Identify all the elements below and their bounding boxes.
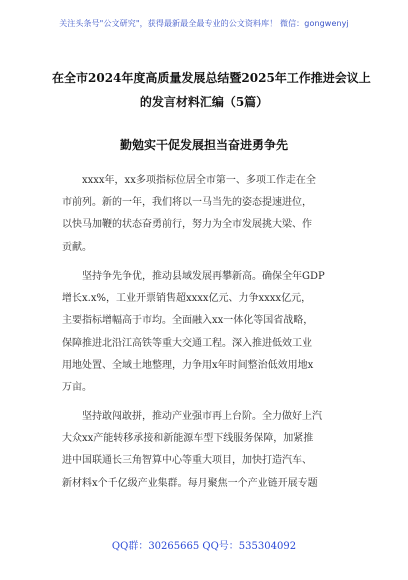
paragraph-line: 坚持争先争优，推动县域发展再攀新高。确保全年GDP bbox=[82, 271, 325, 282]
paragraph-line: 用地处置、全域土地整理，力争用x年时间整治低效用地x bbox=[62, 359, 314, 371]
paragraph-3 bbox=[62, 406, 352, 495]
document-title bbox=[52, 66, 371, 114]
paragraph-2 bbox=[62, 266, 352, 399]
paragraph-line: 万亩。 bbox=[62, 382, 92, 394]
paragraph-line: 主要指标增幅高于市均。全面融入xx一体化等国省战略， bbox=[62, 315, 314, 327]
paragraph-line: 大众xx产能转移承接和新能源车型下线服务保障，加紧推 bbox=[62, 433, 314, 445]
paragraph-line: 贡献。 bbox=[62, 241, 92, 253]
paragraph-line: 增长x.x%，工业开票销售超xxxx亿元、力争xxxx亿元， bbox=[62, 293, 312, 305]
header-promo-note: 关注头条号"公文研究"，获得最新最全最专业的公文资料库！ 微信：gongwenyj bbox=[59, 19, 349, 28]
paragraph-line: 市前列。新的一年，我们将以一马当先的姿态提速进位， bbox=[62, 197, 312, 209]
paragraph-line: 以快马加鞭的状态奋勇前行，努力为全市发展挑大梁、作 bbox=[62, 219, 312, 231]
section-heading: 勤勉实干促发展担当奋进勇争先 bbox=[119, 138, 288, 152]
paragraph-line: xxxx年，xx多项指标位居全市第一、多项工作走在全 bbox=[82, 175, 316, 186]
title-line: 的发言材料汇编（5篇） bbox=[139, 95, 269, 109]
paragraph-line: 保障推进北沿江高铁等重大交通工程。深入推进低效工业 bbox=[62, 337, 312, 349]
paragraph-line: 坚持敢闯敢拼，推动产业强市再上台阶。全力做好上汽 bbox=[82, 411, 322, 422]
footer-contact: QQ群：30265665 QQ号：535304092 bbox=[111, 541, 297, 552]
paragraph-1 bbox=[62, 170, 352, 259]
paragraph-line: 进中国联通长三角智算中心等重大项目，加快打造汽车、 bbox=[62, 455, 312, 467]
paragraph-line: 新材料x个千亿级产业集群。每月聚焦一个产业链开展专题 bbox=[62, 477, 318, 489]
title-line: 在全市2024年度高质量发展总结暨2025年工作推进会议上 bbox=[52, 71, 371, 85]
